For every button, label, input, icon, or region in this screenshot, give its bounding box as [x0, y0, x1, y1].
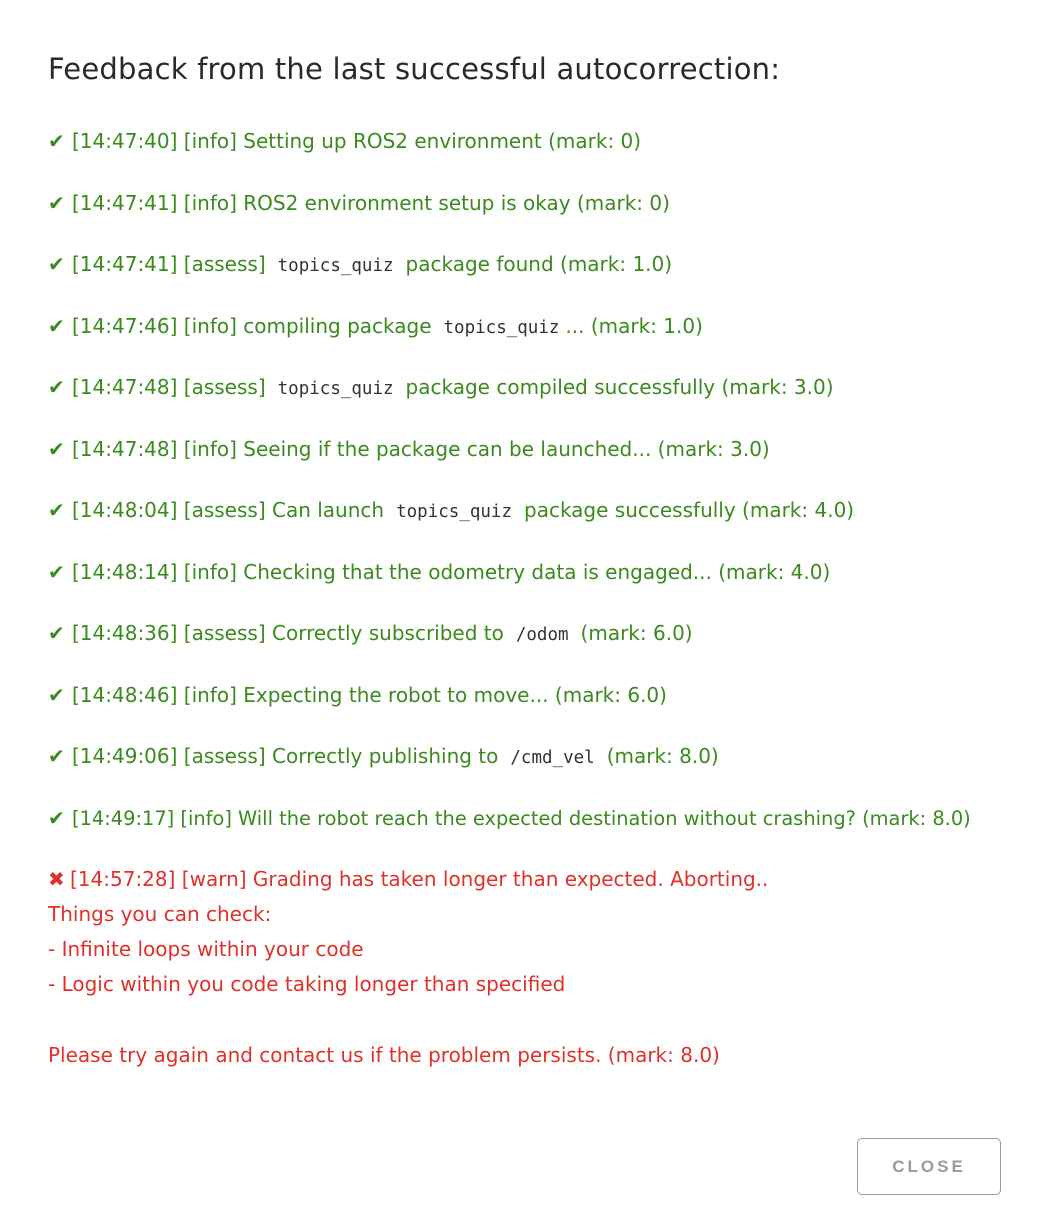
check-icon: ✔ [48, 190, 65, 215]
code-snippet: topics_quiz [277, 256, 394, 276]
log-text: (mark: 6.0) [580, 621, 693, 645]
close-button[interactable]: CLOSE [857, 1138, 1001, 1195]
check-icon: ✔ [48, 436, 65, 461]
code-snippet: topics_quiz [396, 502, 512, 522]
log-line [48, 188, 1028, 250]
log-text: [14:47:48] [assess] [72, 375, 266, 399]
log-text: [14:47:40] [info] Setting up ROS2 environment (mark: 0) [72, 129, 642, 153]
check-icon: ✔ [48, 498, 65, 522]
log-line [48, 618, 1028, 680]
check-icon: ✔ [48, 744, 65, 768]
check-icon: ✔ [48, 313, 65, 338]
log-text: [14:47:41] [assess] [72, 252, 266, 276]
log-line [48, 803, 1028, 865]
error-line: Please try again and contact us if the problem persists. (mark: 8.0) [48, 1043, 720, 1067]
error-line [48, 862, 768, 897]
log-line [48, 495, 1028, 557]
log-text: [14:47:41] [info] ROS2 environment setup is okay (mark: 0) [72, 190, 670, 215]
dialog-title: Feedback from the last successful autocorrection: [48, 52, 781, 86]
log-line [48, 311, 1028, 373]
spacer [48, 1002, 768, 1038]
log-line [48, 372, 1028, 434]
check-icon: ✔ [48, 559, 65, 584]
log-text: [14:48:36] [assess] Correctly subscribed to [72, 621, 504, 645]
log-text: package compiled successfully (mark: 3.0) [405, 375, 834, 399]
log-text: [14:49:17] [info] Will the robot reach the expected destination without crashing? (mark: 8.0) [72, 806, 971, 830]
log-text: package found (mark: 1.0) [405, 252, 673, 276]
error-line: - Infinite loops within your code [48, 937, 364, 961]
code-snippet: topics_quiz [443, 317, 560, 338]
log-text: (mark: 8.0) [606, 744, 719, 768]
log-text: ... (mark: 1.0) [565, 313, 703, 338]
code-snippet: /odom [515, 625, 569, 645]
log-line [48, 557, 1028, 619]
log-text: [14:48:14] [info] Checking that the odometry data is engaged... (mark: 4.0) [72, 559, 831, 584]
log-text: [14:49:06] [assess] Correctly publishing to [72, 744, 499, 768]
error-line: - Logic within you code taking longer than specified [48, 972, 566, 996]
check-icon: ✔ [48, 129, 65, 153]
cross-icon: ✖ [48, 867, 65, 891]
check-icon: ✔ [48, 621, 65, 645]
log-text: [14:47:46] [info] compiling package [72, 313, 432, 338]
log-text: package successfully (mark: 4.0) [524, 498, 855, 522]
check-icon: ✔ [48, 682, 65, 707]
log-line [48, 249, 1028, 311]
log-list [48, 126, 1028, 864]
log-text: [14:47:48] [info] Seeing if the package can be launched... (mark: 3.0) [72, 436, 770, 461]
check-icon: ✔ [48, 805, 65, 830]
log-line [48, 434, 1028, 496]
error-line: Things you can check: [48, 902, 272, 926]
log-line [48, 680, 1028, 742]
log-line [48, 126, 1028, 188]
log-line [48, 741, 1028, 803]
check-icon: ✔ [48, 375, 65, 399]
code-snippet: /cmd_vel [510, 748, 595, 768]
error-text: [14:57:28] [warn] Grading has taken longer than expected. Aborting.. [70, 867, 769, 891]
code-snippet: topics_quiz [277, 379, 394, 399]
error-block [48, 862, 768, 1073]
log-text: [14:48:46] [info] Expecting the robot to move... (mark: 6.0) [72, 682, 667, 707]
log-text: [14:48:04] [assess] Can launch [72, 498, 385, 522]
check-icon: ✔ [48, 252, 65, 276]
